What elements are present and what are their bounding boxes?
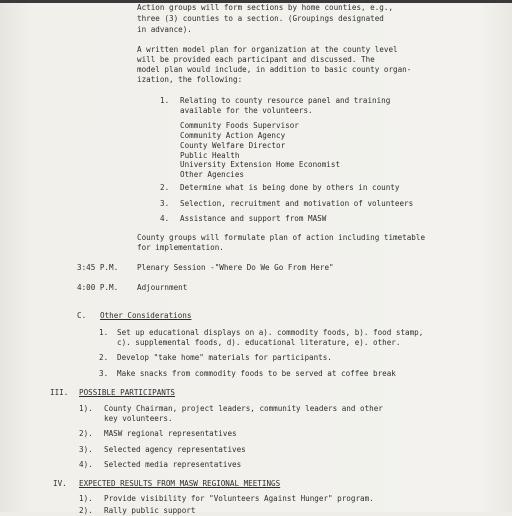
- list-item-text: Develop "take home" materials for participants.: [117, 353, 332, 362]
- agency-item: Public Health: [180, 151, 240, 160]
- section-heading: Other Considerations: [100, 311, 192, 320]
- schedule-time: 3:45 P.M.: [77, 263, 119, 272]
- list-item-text: c). supplemental foods, d). educational literature, e). other.: [117, 338, 401, 347]
- list-item-text: Provide visibility for "Volunteers Against Hunger" program.: [104, 494, 374, 503]
- list-item-text: available for the volunteers.: [180, 106, 313, 115]
- list-number: 2.: [160, 183, 170, 192]
- list-number: 4.: [160, 214, 170, 223]
- list-number: 3).: [79, 445, 93, 454]
- list-item-text: Determine what is being done by others in county: [180, 183, 400, 192]
- list-item-text: Selection, recruitment and motivation of volunteers: [180, 199, 414, 208]
- list-number: 3.: [99, 369, 109, 378]
- schedule-time: 4:00 P.M.: [77, 283, 119, 292]
- county-line: County groups will formulate plan of action including timetable: [137, 233, 426, 242]
- list-number: 3.: [160, 199, 170, 208]
- section-heading: EXPECTED RESULTS FROM MASW REGIONAL MEETINGS: [79, 479, 281, 488]
- schedule-event: Adjournment: [137, 283, 188, 292]
- model-line: will be provided each participant and discussed. The: [137, 55, 375, 64]
- list-item-text: Assistance and support from MASW: [180, 214, 327, 223]
- agency-item: University Extension Home Economist: [180, 160, 341, 169]
- list-item-text: MASW regional representatives: [104, 429, 237, 438]
- agency-item: County Welfare Director: [180, 141, 286, 150]
- list-number: 2).: [79, 429, 93, 438]
- model-line: model plan would include, in addition to basic county organ-: [137, 65, 412, 74]
- intro-line: in advance).: [137, 25, 192, 34]
- list-number: 1).: [79, 404, 93, 413]
- section-heading: POSSIBLE PARTICIPANTS: [79, 388, 176, 397]
- list-item-text: Make snacks from commodity foods to be served at coffee break: [117, 369, 396, 378]
- list-number: 1).: [79, 494, 93, 503]
- list-item-text: Rally public support: [104, 506, 196, 515]
- list-number: 1.: [99, 328, 109, 337]
- section-letter: C.: [77, 311, 87, 320]
- intro-line: Action groups will form sections by home counties, e.g.,: [137, 3, 394, 12]
- list-number: 1.: [160, 96, 170, 105]
- list-item-text: Selected media representatives: [104, 460, 242, 469]
- agency-item: Other Agencies: [180, 170, 245, 179]
- list-item-text: Relating to county resource panel and training: [180, 96, 391, 105]
- list-item-text: Selected agency representatives: [104, 445, 246, 454]
- list-number: 2).: [79, 506, 93, 515]
- agency-item: Community Foods Supervisor: [180, 121, 299, 130]
- list-item-text: key volunteers.: [104, 414, 173, 423]
- section-numeral: IV.: [53, 479, 67, 488]
- intro-line: three (3) counties to a section. (Groupings designated: [137, 14, 384, 23]
- list-number: 2.: [99, 353, 109, 362]
- model-line: ization, the following:: [137, 75, 243, 84]
- county-line: for implementation.: [137, 243, 224, 252]
- agency-item: Community Action Agency: [180, 131, 286, 140]
- list-item-text: County Chairman, project leaders, community leaders and other: [104, 404, 383, 413]
- list-number: 4).: [79, 460, 93, 469]
- list-item-text: Set up educational displays on a). commodity foods, b). food stamp,: [117, 328, 424, 337]
- section-numeral: III.: [50, 388, 69, 397]
- schedule-event: Plenary Session -"Where Do We Go From Here": [137, 263, 334, 272]
- model-line: A written model plan for organization at the county level: [137, 45, 398, 54]
